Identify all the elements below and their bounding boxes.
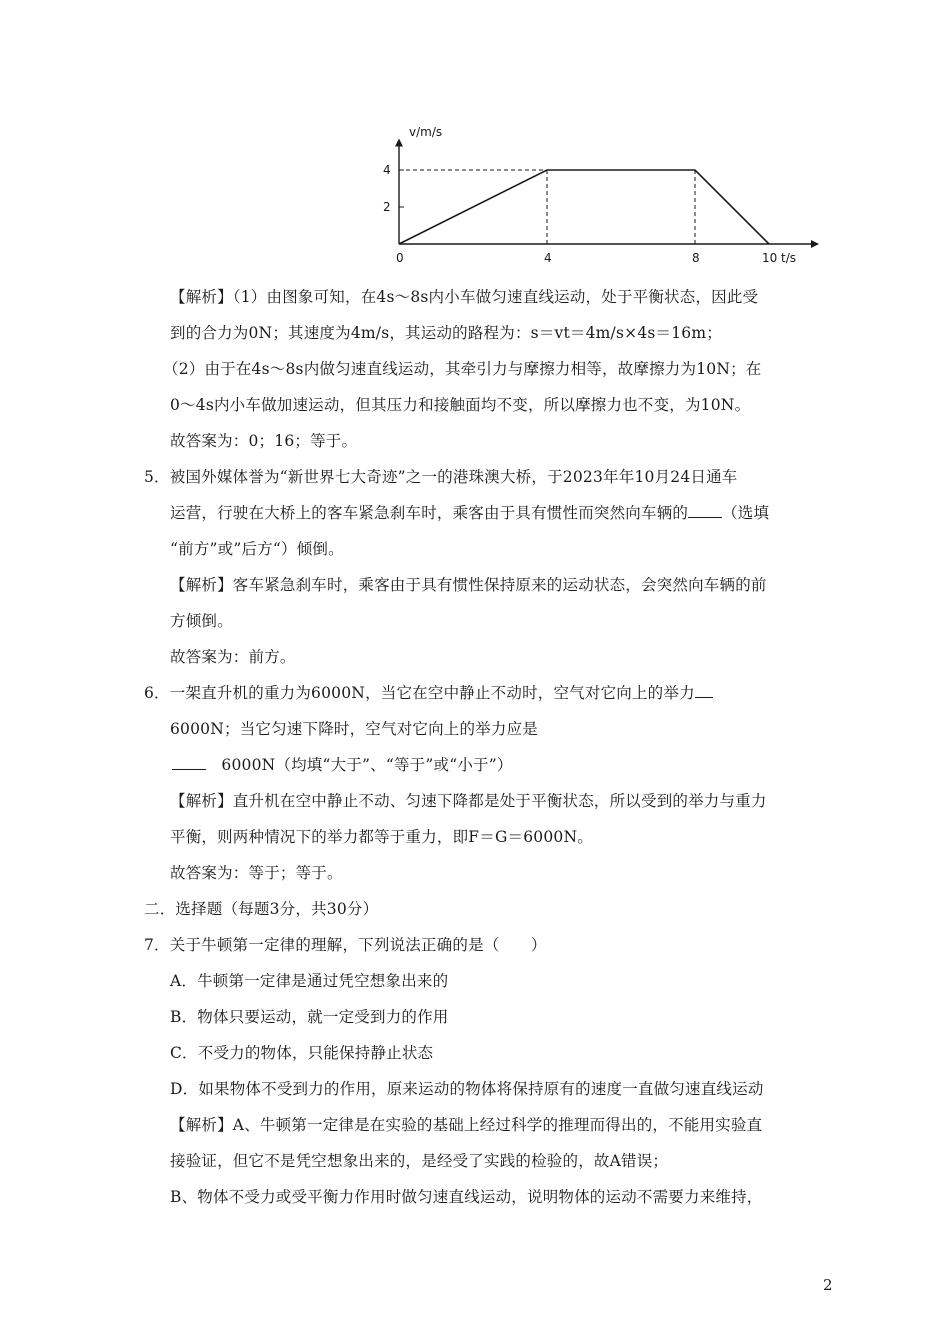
- question-6-text: 6000N（均填“大于”、“等于”或“小于”）: [221, 756, 513, 774]
- velocity-time-chart: [370, 120, 796, 270]
- analysis-line: 接验证，但它不是凭空想象出来的，是经受了实践的检验的，故A错误；: [170, 1152, 669, 1170]
- y-axis-arrow: [395, 139, 403, 147]
- question-5-line: 5．被国外媒体誉为“新世界七大奇迹”之一的港珠澳大桥，于2023年年10月24日通车: [144, 468, 738, 486]
- chart-marks: [399, 170, 769, 244]
- analysis-line: 方倾倒。: [170, 612, 233, 630]
- option-d[interactable]: D．如果物体不受到力的作用，原来运动的物体将保持原有的速度一直做匀速直线运动: [170, 1080, 764, 1098]
- question-6-line: 6000N；当它匀速下降时，空气对它向上的举力应是: [170, 720, 539, 738]
- question-6-text: 6．一架直升机的重力为6000N，当它在空中静止不动时，空气对它向上的举力: [144, 684, 695, 702]
- x-tick-label: 0: [396, 251, 404, 265]
- answer-line: 故答案为：前方。: [170, 648, 296, 666]
- option-b[interactable]: B．物体只要运动，就一定受到力的作用: [170, 1008, 449, 1026]
- answer-blank[interactable]: [695, 683, 713, 698]
- question-6-line: [144, 682, 713, 704]
- question-5-line: [170, 502, 769, 524]
- chart-axes: [383, 139, 819, 266]
- y-tick-label: 2: [383, 200, 391, 214]
- question-6-line: [172, 754, 513, 776]
- analysis-line: 平衡，则两种情况下的举力都等于重力，即F＝G＝6000N。: [170, 828, 593, 846]
- answer-line: 故答案为：0；16；等于。: [170, 432, 358, 450]
- analysis-line: B、物体不受力或受平衡力作用时做匀速直线运动，说明物体的运动不需要力来维持，: [170, 1188, 763, 1206]
- section-heading: 二．选择题（每题3分，共30分）: [144, 900, 379, 918]
- analysis-line: 0～4s内小车做加速运动，但其压力和接触面均不变，所以摩擦力也不变，为10N。: [170, 396, 751, 414]
- answer-blank[interactable]: [172, 755, 206, 770]
- analysis-line: （2）由于在4s～8s内做匀速直线运动，其牵引力与摩擦力相等，故摩擦力为10N；在: [163, 360, 762, 378]
- question-5-text: 运营，行驶在大桥上的客车紧急刹车时，乘客由于具有惯性而突然向车辆的: [170, 504, 689, 522]
- x-tick-label: 4: [544, 251, 552, 265]
- option-c[interactable]: C．不受力的物体，只能保持静止状态: [170, 1044, 434, 1062]
- velocity-line: [399, 170, 769, 244]
- question-5-text: （选填: [722, 504, 770, 522]
- x-axis-label: t/s: [781, 251, 796, 265]
- question-7-stem: 7．关于牛顿第一定律的理解，下列说法正确的是（ ）: [144, 936, 547, 954]
- x-tick-label: 10: [762, 251, 778, 265]
- question-5-line: “前方”或”后方“）倾倒。: [170, 540, 344, 558]
- analysis-line: 【解析】（1）由图象可知，在4s～8s内小车做匀速直线运动，处于平衡状态，因此受: [170, 288, 759, 306]
- page-number: 2: [823, 1276, 833, 1294]
- answer-blank[interactable]: [688, 503, 722, 518]
- x-tick-label: 8: [692, 251, 700, 265]
- analysis-line: 【解析】直升机在空中静止不动、匀速下降都是处于平衡状态，所以受到的举力与重力: [170, 792, 767, 810]
- answer-line: 故答案为：等于；等于。: [170, 864, 343, 882]
- y-tick-label: 4: [383, 163, 391, 177]
- analysis-line: 【解析】客车紧急刹车时，乘客由于具有惯性保持原来的运动状态，会突然向车辆的前: [170, 576, 767, 594]
- y-axis-label: v/m/s: [409, 125, 443, 139]
- analysis-line: 【解析】A、牛顿第一定律是在实验的基础上经过科学的推理而得出的，不能用实验直: [170, 1116, 763, 1134]
- analysis-line: 到的合力为0N；其速度为4m/s，其运动的路程为：s＝vt＝4m/s×4s＝16m；: [170, 324, 722, 342]
- option-a[interactable]: A．牛顿第一定律是通过凭空想象出来的: [170, 972, 449, 990]
- x-axis-arrow: [811, 240, 819, 248]
